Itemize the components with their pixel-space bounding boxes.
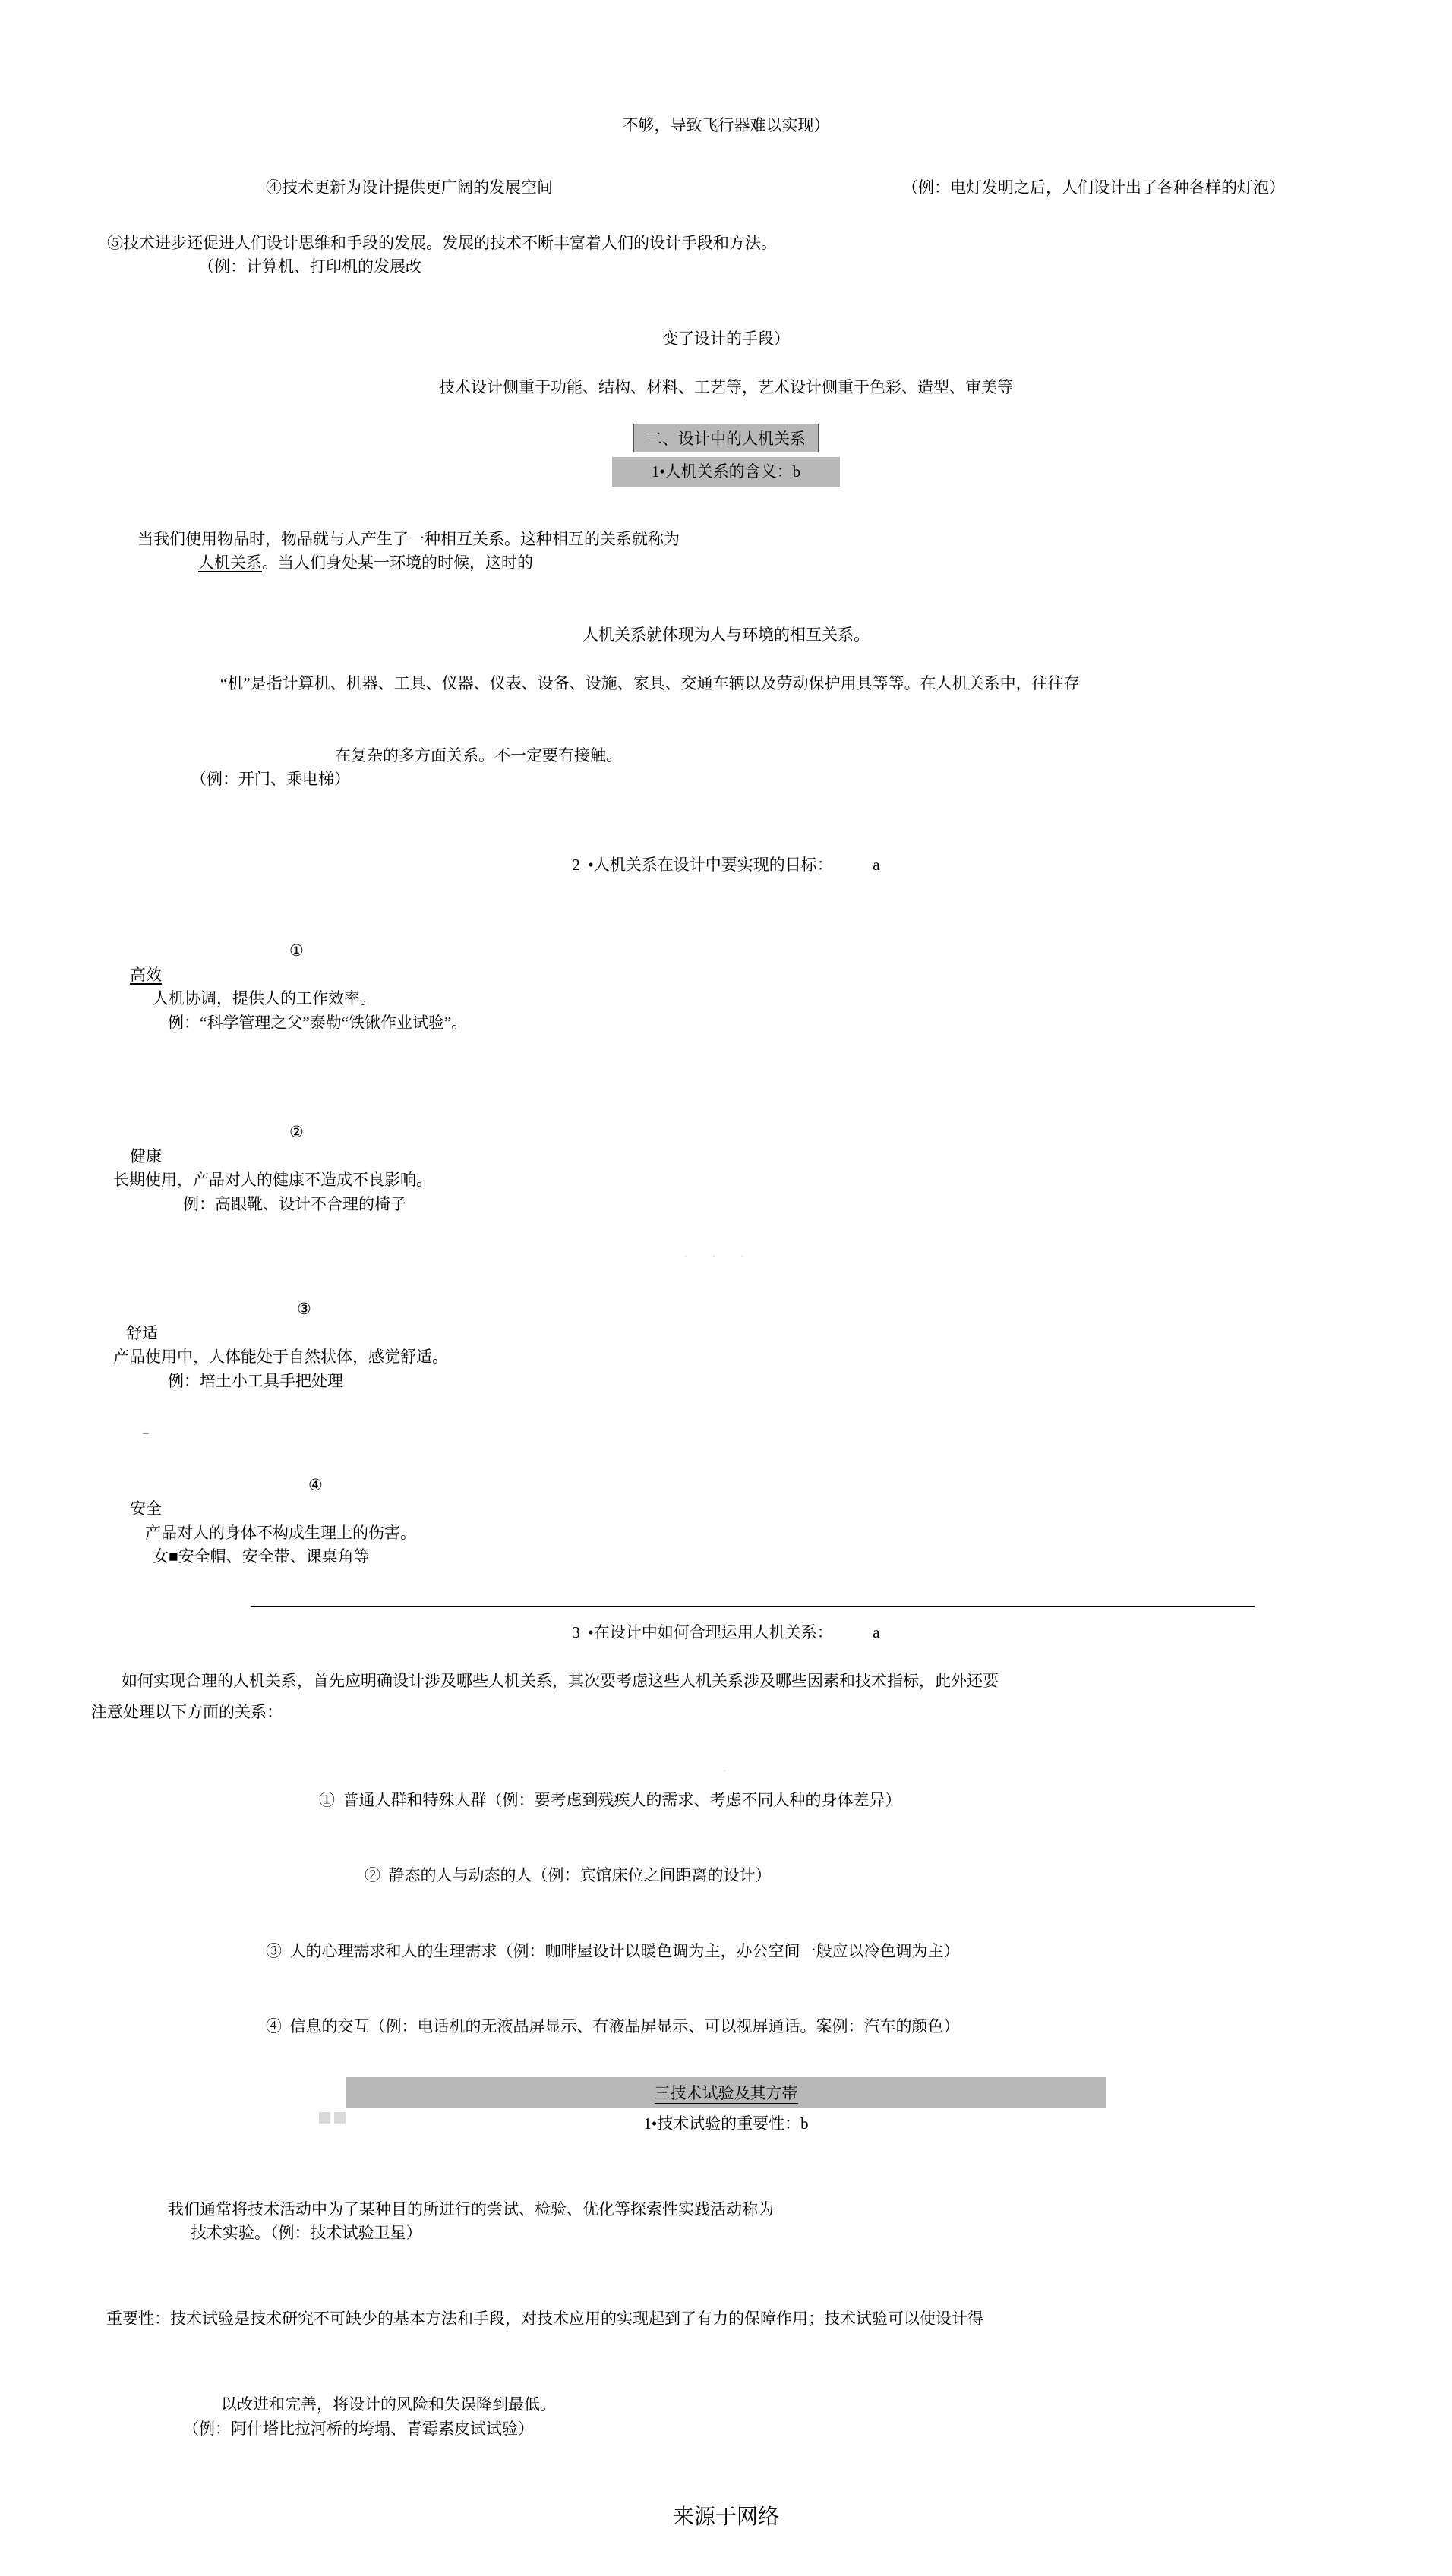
horizontal-rule [251,1606,1255,1607]
section2-sub3: 3 •在设计中如何合理运用人机关系： a [572,1623,880,1642]
relation-item-3: ③ 人的心理需求和人的生理需求（例：咖啡屋设计以暖色调为主，办公空间一般应以冷色调为主） [266,1941,960,1960]
spacer [91,823,1361,853]
s2-p3-b: 注意处理以下方面的关系： [91,1703,283,1722]
spacer [91,1733,1361,1763]
s2-p2-example: （例：开门、乘电梯） [191,770,350,789]
section3-sub1-wrap [91,2112,1361,2136]
paragraph-4-row [91,176,1361,200]
spacer [91,1820,1361,1864]
spacer [91,1896,1361,1940]
goal-row-3 [91,1274,1361,1417]
goal-4-text: 产品对人的身体不构成生理上的伤害。 [145,1523,416,1542]
s3-p3-a: 以改进和完善，将设计的风险和失误降到最低。 [221,2395,556,2414]
square-mark [334,2112,346,2124]
goal-3-keyword: 舒适 [126,1323,158,1342]
paragraph-5-example: （例：计算机、打印机的发展改 [198,257,421,276]
paragraph-4: ④技术更新为设计提供更广阔的发展空间 [266,178,553,197]
faint-dots: · [722,1764,730,1778]
paragraph-5-example-cont: 变了设计的手段） [662,329,790,348]
s2-p2-b: 在复杂的多方面关系。不一定要有接触。 [335,746,622,765]
goal-3-num: ③ [297,1300,311,1319]
spacer [91,1653,1361,1670]
section3-title: 三技术试验及其方帯 [654,2083,798,2102]
section2-title: 二、设计中的人机关系 [633,424,819,452]
s2-p3-a: 如何实现合理的人机关系，首先应明确设计涉及哪些人机关系，其次要考虑这些人机关系涉及哪些因素和技术指标，此外还要 [122,1671,999,1690]
paragraph-5-row [91,207,1361,303]
s3-p2: 重要性：技术试验是技术研究不可缺少的基本方法和手段，对技术应用的实现起到了有力的保障作用；技术试验可以使设计得 [106,2310,983,2328]
spacer [91,359,1361,376]
goal-1-text: 人机协调，提供人的工作效率。 [153,989,376,1008]
faint-marks: · · · [683,1250,755,1263]
goal-2-num: ② [289,1123,304,1142]
square-mark [319,2112,330,2124]
s3-p3-row [91,2369,1361,2465]
spacer [91,2143,1361,2174]
relation-item-2: ② 静态的人与动态的人（例：宾馆床位之间距离的设计） [365,1866,772,1885]
spacer [91,2277,1361,2307]
s3-p1-a: 我们通常将技术活动中为了某种目的所进行的尝试、检验、优化等探索性实践活动称为 [168,2199,774,2218]
paragraph-4-example: （例：电灯发明之后，人们设计出了各种各样的灯泡） [902,178,1285,197]
spacer [91,407,1361,424]
s2-p2-row [91,720,1361,815]
s3-p1-row [91,2174,1361,2269]
spacer [91,1971,1361,2015]
goal-4-keyword: 安全 [130,1499,162,1518]
compare-line: 技术设计侧重于功能、结构、材料、工艺等，艺术设计侧重于色彩、造型、审美等 [439,377,1013,396]
paragraph-5: ⑤技术进步还促进人们设计思维和手段的发展。发展的技术不断丰富着人们的设计手段和方法。 [107,233,777,252]
goal-2-text: 长期使用，产品对人的健康不造成不良影响。 [113,1171,432,1190]
section2-sub1-wrap [91,457,1361,487]
spacer [91,1067,1361,1097]
s2-p1-a: 当我们使用物品时，物品就与人产生了一种相互关系。这种相互的关系就称为 [137,529,680,548]
spacer [91,885,1361,916]
page-footer: 来源于网络 [672,2505,779,2529]
spacer [91,703,1361,720]
relation-item-4: ④ 信息的交互（例：电话机的无液晶屏显示、有液晶屏显示、可以视屏通话。案例：汽车的颜色） [266,2017,960,2036]
section2-sub1: 1•人机关系的含义：b [612,457,840,487]
spacer [91,655,1361,672]
goal-4-num: ④ [308,1475,323,1494]
goal-row-4 [91,1449,1361,1593]
goal-1-keyword: 高效 [130,965,162,984]
s2-p1-underlined: 人机关系 [198,553,262,572]
goal-3-text: 产品使用中，人体能处于自然状体，感觉舒适。 [113,1348,448,1367]
spacer [91,146,1361,176]
section2-title-wrap [91,424,1361,452]
goal-4-example: 女■安全帽、安全带、课桌角等 [153,1547,370,1566]
s2-p2-a: “机”是指计算机、机器、工具、仪器、仪表、设备、设施、家具、交通车辆以及劳动保护用具等等。在人机关系中，往往存 [220,673,1080,692]
s3-p3-example: （例：阿什塔比拉河桥的垮塌、青霉素皮试试验） [183,2419,534,2438]
s2-p1-c: 人机关系就体现为人与环境的相互关系。 [582,626,870,645]
goal-1-num: ① [289,941,304,960]
s2-p1-row [91,503,1361,599]
goal-3-example: 例：培土小工具手把处理 [168,1371,343,1390]
goal-row-2 [91,1097,1361,1241]
spacer [91,311,1361,327]
section2-sub2: 2 •人机关系在设计中要实现的目标： a [572,856,880,875]
goal-2-example: 例：高跟靴、设计不合理的椅子 [183,1194,406,1213]
relation-item-1: ① 普通人群和特殊人群（例：要考虑到残疾人的需求、考虑不同人种的身体差异） [319,1790,901,1809]
top-note: 不够，导致飞行器难以实现） [622,116,830,134]
section3-title-band [346,2077,1106,2108]
stray-dash: – [143,1427,149,1439]
goal-1-example: 例：“科学管理之父”泰勒“铁锹作业试验”。 [168,1013,468,1032]
spacer [91,607,1361,623]
spacer [91,487,1361,503]
goal-row-1 [91,916,1361,1059]
spacer [91,2339,1361,2369]
s2-p1-b: 。当人们身处某一环境的时候，这时的 [262,553,533,572]
s3-p1-b: 技术实验。（例：技术试验卫星） [191,2224,422,2243]
decorative-squares [319,2112,357,2127]
goal-2-keyword: 健康 [130,1146,162,1165]
section3-sub1: 1•技术试验的重要性：b [643,2114,809,2133]
spacer [91,2047,1361,2077]
